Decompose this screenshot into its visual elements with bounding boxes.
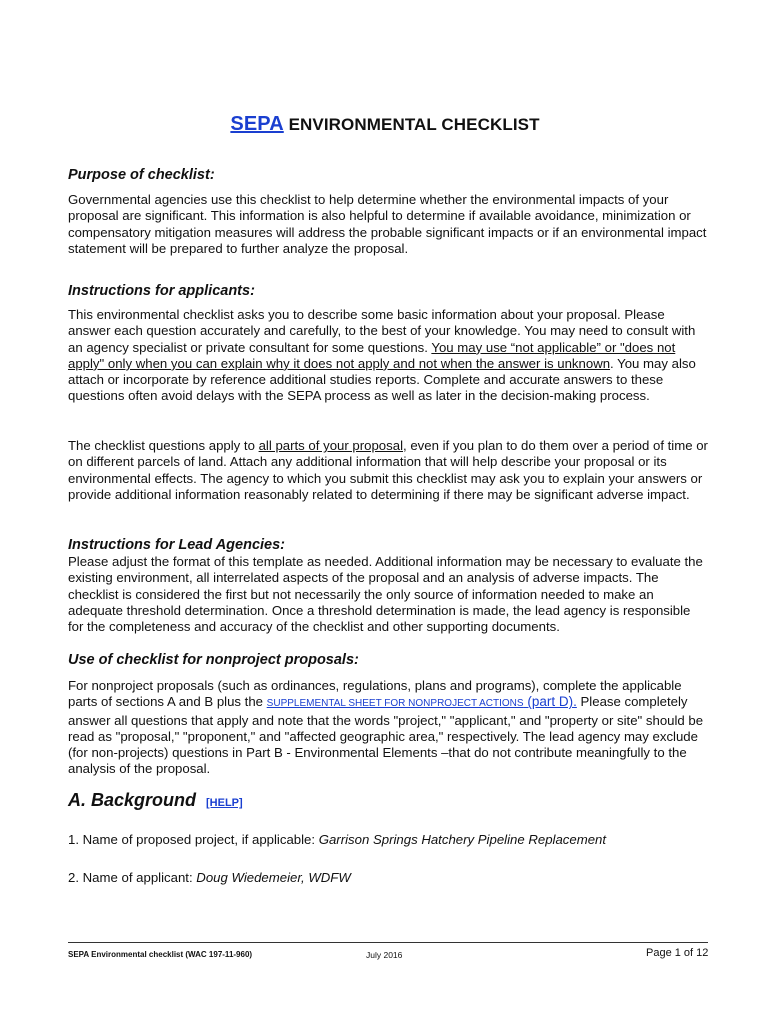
title-text: ENVIRONMENTAL CHECKLIST [283,115,540,134]
footer-page-number: Page 1 of 12 [646,947,709,959]
purpose-heading: Purpose of checklist: [68,167,215,183]
purpose-text: Governmental agencies use this checklist to help determine whether the environmental impacts of your proposal are significant. This information is also helpful to determine if available avoidance, minimization or compensatory mitigation measures will address the probable significant impacts or if an environmental impact statement will be prepared to further analyze the proposal. [68,192,707,256]
nonproject-heading: Use of checklist for nonproject proposals: [68,652,359,668]
background-heading: A. Background [HELP] [68,790,243,810]
question-2: 2. Name of applicant: Doug Wiedemeier, WDFW [68,870,351,885]
help-link[interactable]: [HELP] [206,797,243,809]
applicants-paragraph-1: This environmental checklist asks you to describe some basic information about your proposal. Please answer each question accurately and carefully, to the best of your knowledge. You may need to consult with an agency specialist or private consultant for some questions. You may use “not applicable” or "does not apply" only when you can explain why it does not apply and not when the answer is unknown. You may also attach or incorporate by reference additional studies reports. Complete and accurate answers to these questions often avoid delays with the SEPA process as well as later in the decision-making process. [68,307,696,404]
supplemental-sheet-link[interactable]: SUPPLEMENTAL SHEET FOR NONPROJECT ACTIONS [266,698,524,710]
question-2-answer: Doug Wiedemeier, WDFW [196,870,351,885]
footer-divider [68,942,708,943]
lead-agencies-text: Please adjust the format of this template as needed. Additional information may be necessary to evaluate the existing environment, all interrelated aspects of the proposal and an analysis of adverse impacts. The checklist is considered the first but not necessarily the only source of information needed to make an adequate threshold determination. Once a threshold determination is made, the lead agency is responsible for the completeness and accuracy of the checklist and other supporting documents. [68,554,703,635]
question-1-answer: Garrison Springs Hatchery Pipeline Replacement [318,832,607,847]
part-d-link[interactable]: (part D). [523,694,577,710]
applicants-paragraph-2: The checklist questions apply to all parts of your proposal, even if you plan to do them over a period of time or on different parcels of land. Attach any additional information that will help describe your proposal or its environmental effects. The agency to which you submit this checklist may ask you to explain your answers or provide additional information reasonably related to determining if there may be significant adverse impact. [68,438,708,502]
nonproject-text: For nonproject proposals (such as ordinances, regulations, plans and programs), complete the applicable parts of sections A and B plus the SUPPLEMENTAL SHEET FOR NONPROJECT ACTIONS (part D). Please completely answer all questions that apply and note that the words "project," "applicant," and "property or site" should be read as "proposal," "proponent," and "affected geographic area," respectively. The lead agency may exclude (for non-projects) questions in Part B - Environmental Elements –that do not contribute meaningfully to the analysis of the proposal. [68,678,704,777]
page-title [0,113,770,136]
lead-agencies-heading: Instructions for Lead Agencies: [68,537,285,553]
footer-date: July 2016 [366,950,403,960]
sepa-link[interactable]: SEPA [230,113,284,135]
footer-document-name: SEPA Environmental checklist (WAC 197-11-960) [68,950,253,959]
applicants-heading: Instructions for applicants: [68,283,255,299]
question-1: 1. Name of proposed project, if applicable: Garrison Springs Hatchery Pipeline Replacement [68,832,607,847]
